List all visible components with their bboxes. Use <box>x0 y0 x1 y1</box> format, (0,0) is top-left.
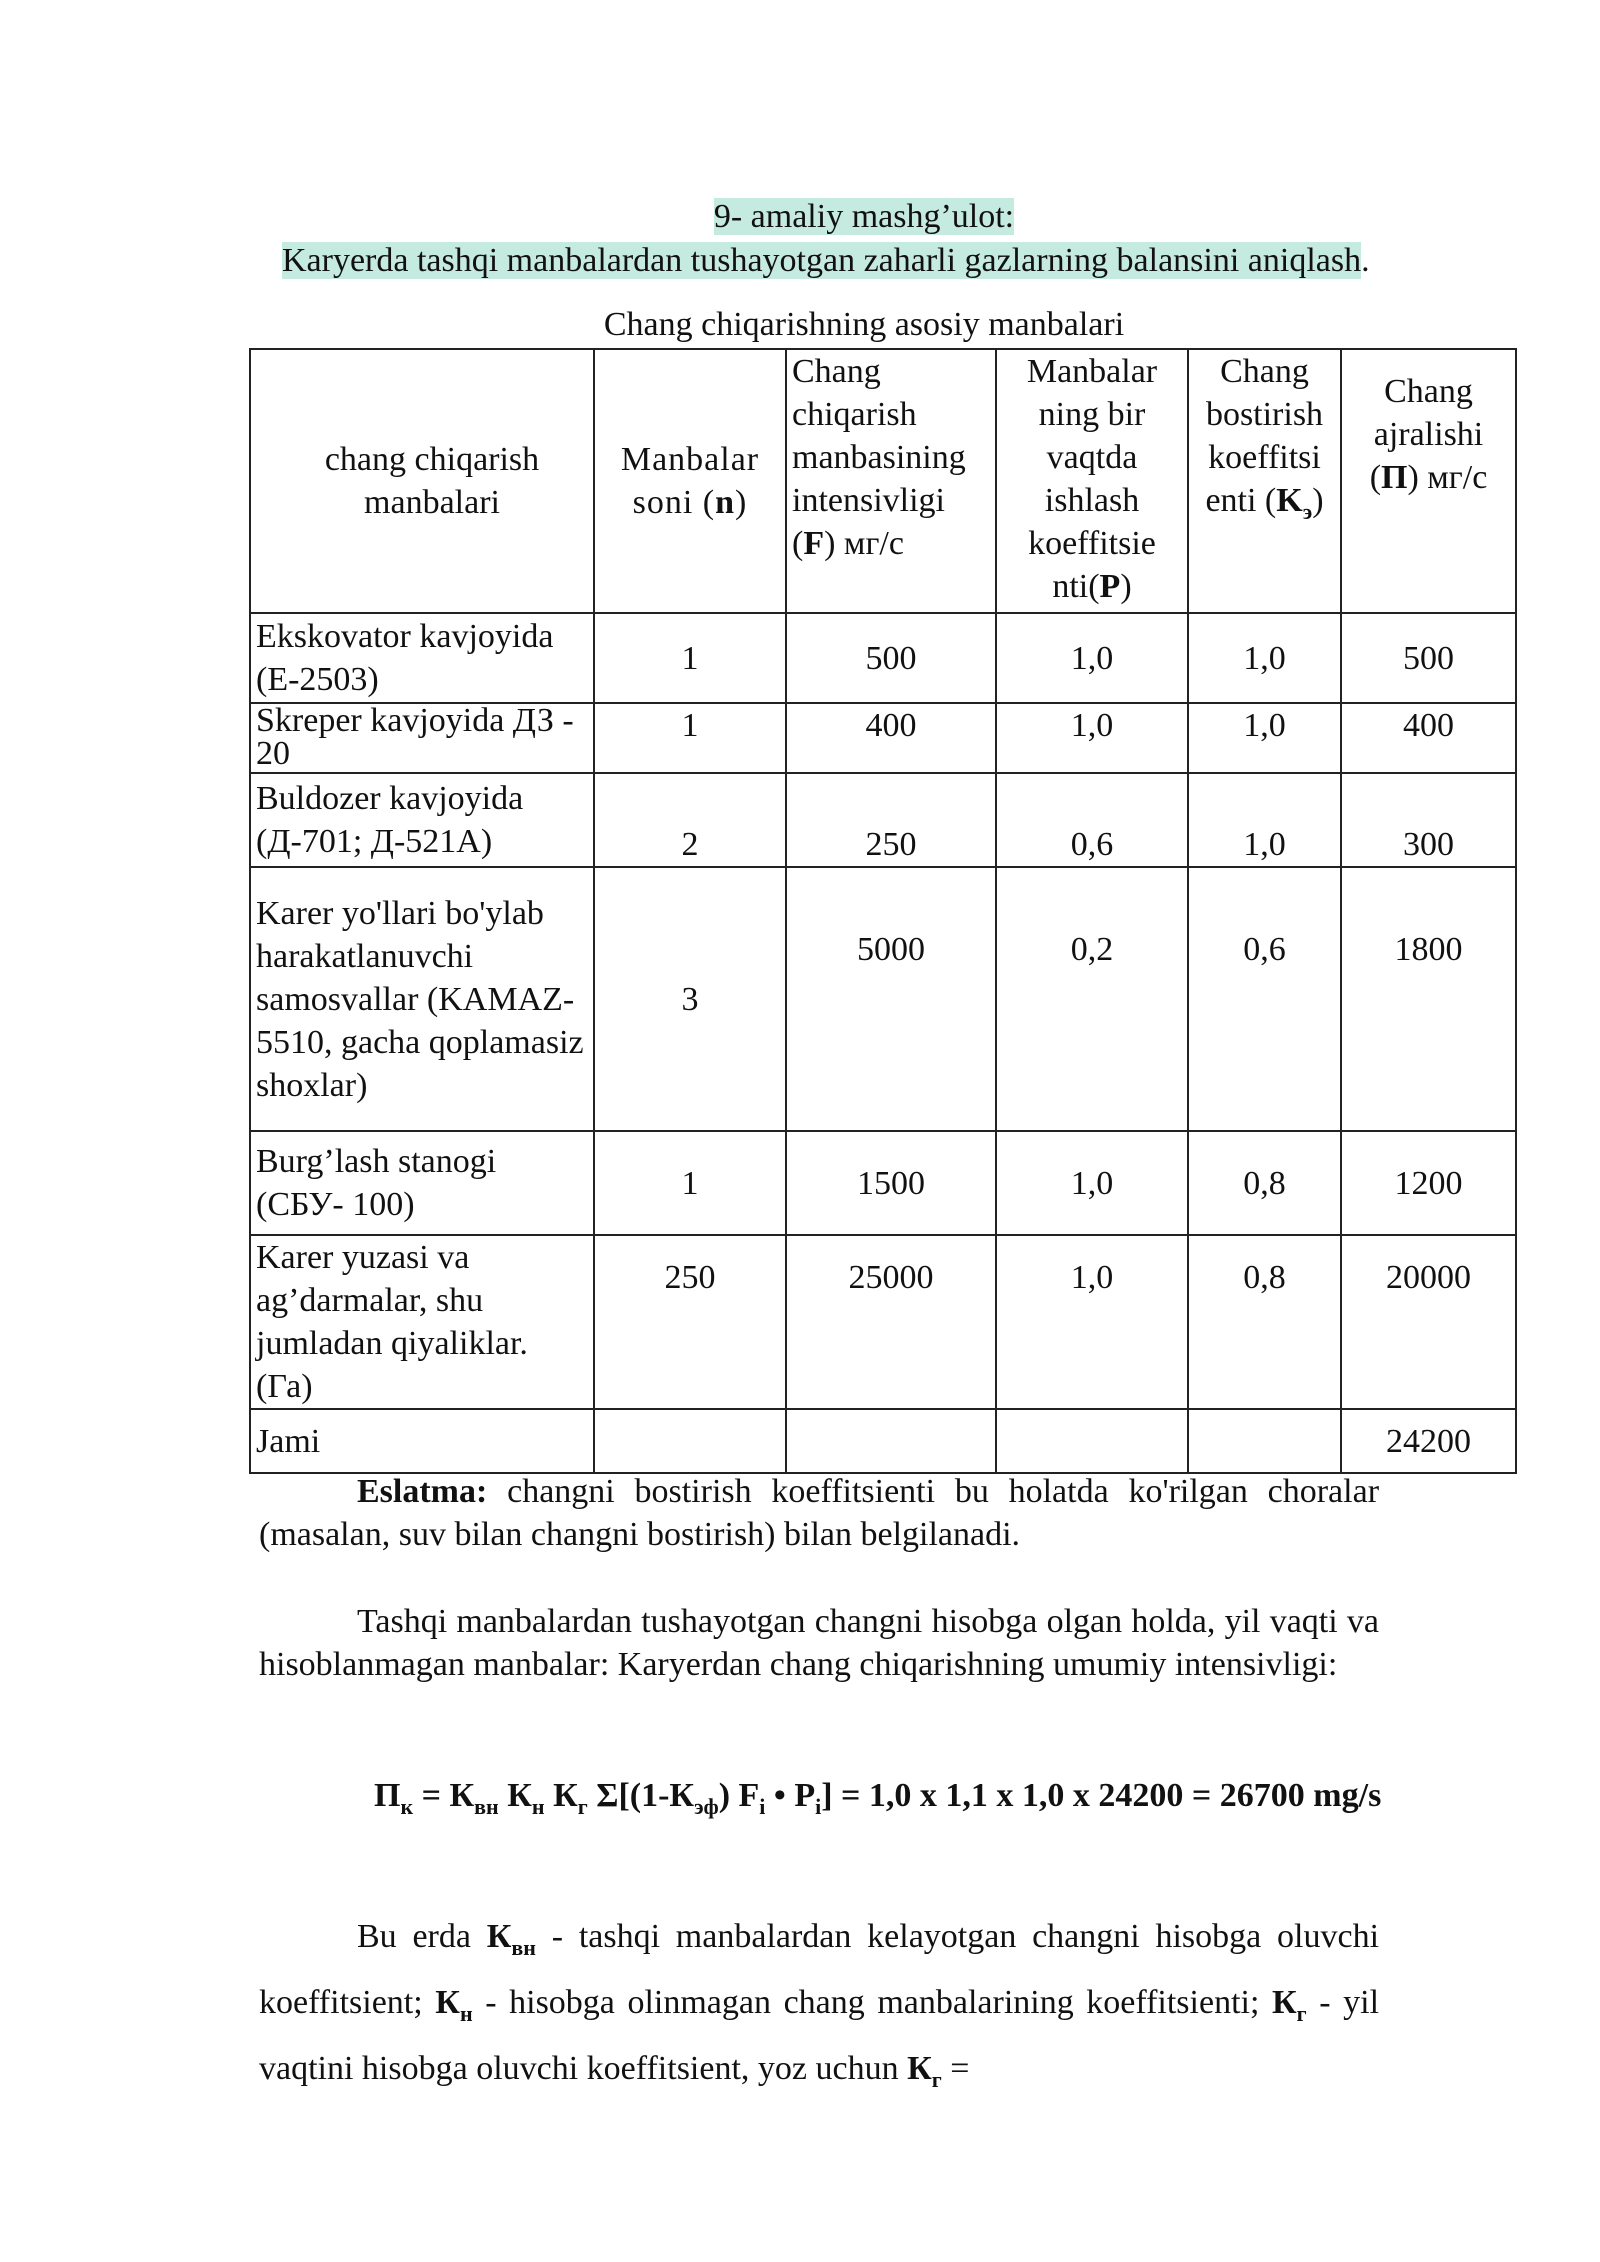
total-empty-cell <box>1188 1409 1341 1473</box>
row-intensity: 500 <box>786 613 996 703</box>
exercise-subtitle-highlight: Karyerda tashqi manbalardan tushayotgan zaharli gazlarning balansini aniqlash <box>282 242 1362 279</box>
explanation-part-1: Bu erda <box>357 1918 471 1955</box>
note-paragraph <box>259 1470 1379 1556</box>
header-count: Manbalar soni (n) <box>594 349 786 613</box>
row-release: 1200 <box>1341 1131 1516 1235</box>
row-count: 250 <box>594 1235 786 1409</box>
row-count: 2 <box>594 773 786 867</box>
explanation-part-4: - yil vaqtini hisobga oluvchi koeffitsient, yoz uchun <box>259 1984 1380 2087</box>
table-row <box>250 613 1516 703</box>
table-row <box>250 1235 1516 1409</box>
row-suppression: 0,8 <box>1188 1235 1341 1409</box>
table-row <box>250 703 1516 773</box>
row-source: Burg’lash stanogi (СБУ- 100) <box>250 1131 594 1235</box>
header-source: chang chiqarish manbalari <box>250 349 594 613</box>
header-suppression: Chang bostirish koeffitsi enti $(K_э)$ <box>1188 349 1341 613</box>
exercise-subtitle <box>282 240 1370 282</box>
explanation-part-5: = <box>950 2050 970 2087</box>
row-release: 1800 <box>1341 867 1516 1131</box>
table-row <box>250 773 1516 867</box>
row-count: 1 <box>594 703 786 773</box>
row-simultaneity: 1,0 <box>996 1235 1188 1409</box>
row-suppression: 1,0 <box>1188 703 1341 773</box>
row-intensity: 250 <box>786 773 996 867</box>
formula: $П_к = К_{вн}$ $К_н$ $К_г$ $\Sigma[(1-К_{эф})$ $F_i$ • $P_i] = 1,0$ x 1,1 x 1,0 x 24200 = 26700 mg/s <box>374 1777 1382 1819</box>
row-release: 500 <box>1341 613 1516 703</box>
note-text: changni bostirish koeffitsienti bu holatda ko'rilgan choralar (masalan, suv bilan changni bostirish) bilan belgilanadi. <box>259 1473 1380 1553</box>
row-intensity: 400 <box>786 703 996 773</box>
row-simultaneity: 1,0 <box>996 613 1188 703</box>
row-release: 400 <box>1341 703 1516 773</box>
row-suppression: 1,0 <box>1188 613 1341 703</box>
table-row <box>250 1131 1516 1235</box>
row-intensity: 25000 <box>786 1235 996 1409</box>
explanation-paragraph: Bu erda $К_{вн}$ - tashqi manbalardan kelayotgan changni hisobga oluvchi koeffitsient; $К_н$ - hisobga olinmagan chang manbalarining koeffitsienti; $К_г$ - yil vaqtini hisobga oluvchi koeffitsient, yoz uchun $К_г$ = <box>259 1918 1380 2092</box>
row-source: Karer yo'llari bo'ylab harakatlanuvchi samosvallar (KAMAZ-5510, gacha qoplamasiz shoxlar) <box>250 867 594 1131</box>
total-value: 24200 <box>1341 1409 1516 1473</box>
row-suppression: 0,8 <box>1188 1131 1341 1235</box>
intensity-paragraph: Tashqi manbalardan tushayotgan changni hisobga olgan holda, yil vaqti va hisoblanmagan manbalar: Karyerdan chang chiqarishning umumiy intensivligi: <box>259 1603 1379 1683</box>
total-empty-cell <box>594 1409 786 1473</box>
row-release: 300 <box>1341 773 1516 867</box>
header-release: Chang ajralishi (П) мг/с <box>1341 349 1516 613</box>
table-row <box>250 867 1516 1131</box>
row-simultaneity: 1,0 <box>996 703 1188 773</box>
explanation-part-3: - hisobga olinmagan chang manbalarining koeffitsienti; <box>485 1984 1260 2021</box>
header-simultaneity: Manbalar ning bir vaqtda ishlash koeffitsie nti(P) <box>996 349 1188 613</box>
row-intensity: 1500 <box>786 1131 996 1235</box>
row-count: 1 <box>594 1131 786 1235</box>
total-empty-cell <box>996 1409 1188 1473</box>
formula-result: = 1,0 x 1,1 x 1,0 x 24200 = 26700 mg/s <box>841 1777 1382 1814</box>
row-simultaneity: 0,6 <box>996 773 1188 867</box>
exercise-subtitle-period: . <box>1361 242 1370 279</box>
total-label: Jami <box>250 1409 594 1473</box>
row-simultaneity: 0,2 <box>996 867 1188 1131</box>
row-count: 1 <box>594 613 786 703</box>
table-total-row <box>250 1409 1516 1473</box>
table-caption: Chang chiqarishning asosiy manbalari <box>603 306 1125 343</box>
row-intensity: 5000 <box>786 867 996 1131</box>
exercise-number: 9- amaliy mashg’ulot: <box>713 198 1015 235</box>
row-source: Ekskovator kavjoyida (E-2503) <box>250 613 594 703</box>
row-suppression: 0,6 <box>1188 867 1341 1131</box>
total-empty-cell <box>786 1409 996 1473</box>
note-label: Eslatma: <box>357 1473 488 1510</box>
row-source: Skreper kavjoyida ДЗ - 20 <box>250 703 594 773</box>
row-count: 3 <box>594 867 786 1131</box>
explanation-part-2: - tashqi manbalardan kelayotgan changni hisobga oluvchi koeffitsient; <box>259 1918 1380 2021</box>
row-source: Buldozer kavjoyida (Д-701; Д-521А) <box>250 773 594 867</box>
exercise-title <box>0 196 1600 238</box>
row-suppression: 1,0 <box>1188 773 1341 867</box>
row-release: 20000 <box>1341 1235 1516 1409</box>
header-intensity: Chang chiqarish manbasining intensivligi (F) мг/с <box>786 349 996 613</box>
row-simultaneity: 1,0 <box>996 1131 1188 1235</box>
row-source: Karer yuzasi va ag’darmalar, shu jumladan qiyaliklar. (Га) <box>250 1235 594 1409</box>
dust-sources-table <box>249 348 1517 1474</box>
table-header-row <box>250 349 1516 613</box>
